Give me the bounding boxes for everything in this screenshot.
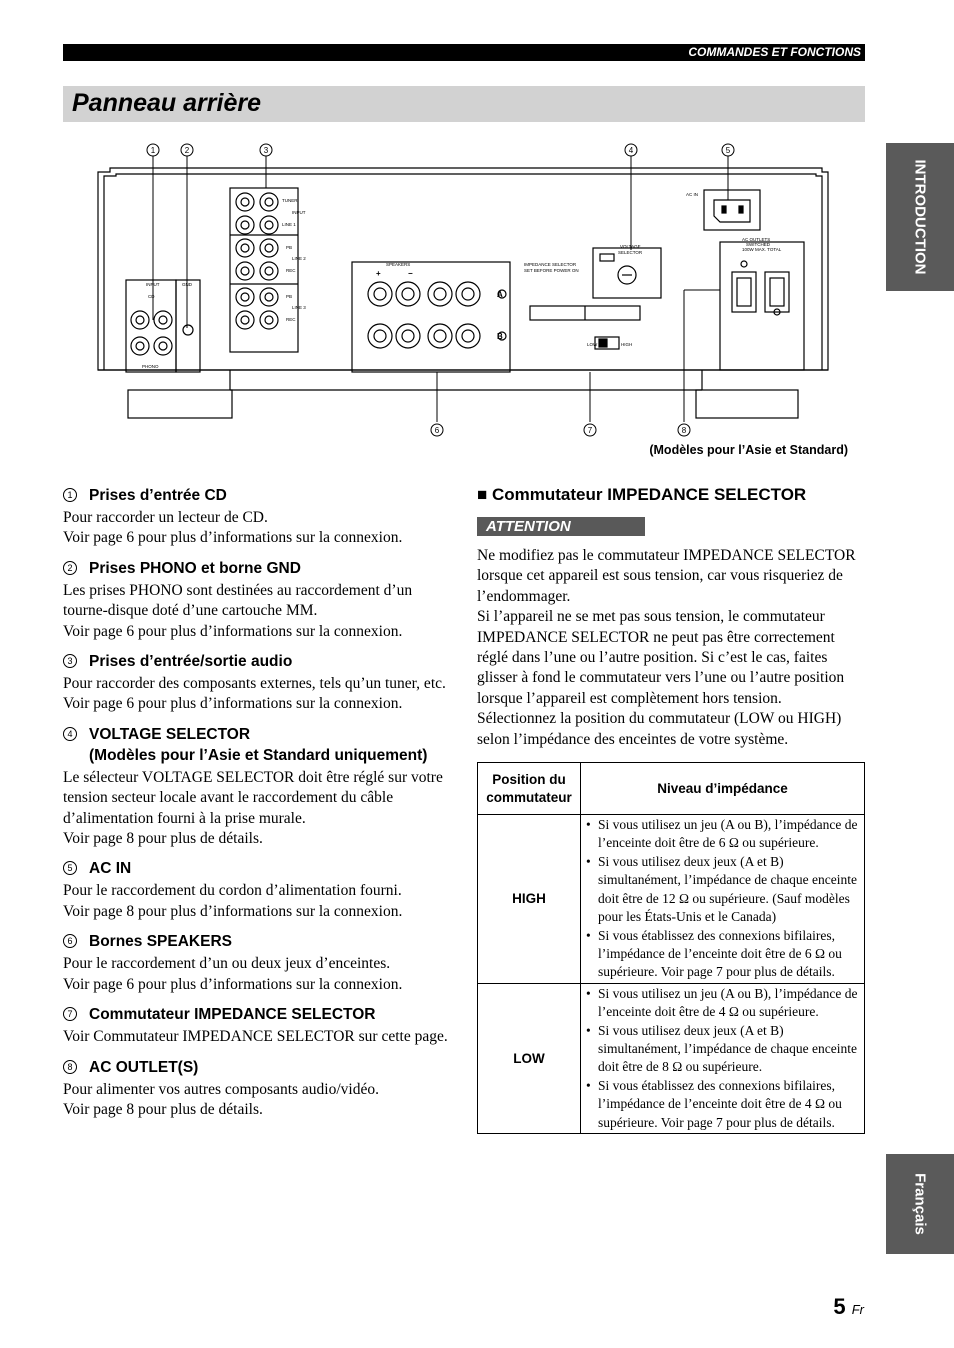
feature-title (63, 1057, 456, 1078)
feature-title (63, 485, 456, 506)
label-pb2: PB (286, 245, 293, 250)
feature-title (63, 651, 456, 672)
feature-body: Voir page 8 pour plus de détails. (63, 830, 263, 848)
label-ac-in: AC IN (686, 192, 699, 197)
side-tab-language[interactable] (886, 1154, 954, 1254)
feature-title (63, 558, 456, 579)
feature-item (63, 724, 456, 850)
label-b: B (497, 332, 503, 341)
impedance-bullet: • Si vous utilisez deux jeux (A et B) simultanément, l’impédance de chaque enceinte doit être de 12 Ω ou supérieure. (Sauf modèles pour les États-Unis et le Canada) (585, 853, 858, 927)
feature-body: Voir page 6 pour plus d’informations sur la connexion. (63, 695, 403, 713)
feature-title-text: Bornes SPEAKERS (89, 933, 232, 951)
label-selector: SELECTOR (618, 250, 643, 255)
impedance-level (581, 983, 865, 1133)
feature-title (63, 1004, 456, 1025)
label-plus: + (376, 269, 381, 278)
feature-title-text: Prises d’entrée/sortie audio (89, 653, 293, 671)
side-tab-label: INTRODUCTION (911, 159, 929, 275)
label-tuner: TUNER (282, 198, 298, 203)
diagram-caption: (Modèles pour l’Asie et Standard) (649, 443, 848, 457)
page-title: Panneau arrière (72, 89, 261, 117)
callout-4: 4 (628, 146, 634, 155)
page-number-value: 5 (833, 1294, 846, 1319)
feature-number: 4 (63, 727, 77, 741)
label-a: A (497, 290, 503, 299)
label-minus: − (408, 269, 413, 278)
feature-body: Voir Commutateur IMPEDANCE SELECTOR sur cette page. (63, 1028, 448, 1046)
feature-number: 1 (63, 488, 77, 502)
feature-body: Pour le raccordement d’un ou deux jeux d’enceintes. (63, 955, 391, 973)
label-speakers: SPEAKERS (386, 262, 411, 267)
label-imp-sel: IMPEDANCE SELECTOR (524, 262, 577, 267)
feature-body: Pour alimenter vos autres composants audio/vidéo. (63, 1080, 379, 1098)
callout-3: 3 (263, 146, 269, 155)
impedance-bullet: • Si vous établissez des connexions bifilaires, l’impédance de l’enceinte doit être de 4 Ω ou supérieure. Voir page 7 pour plus de détails. (585, 1077, 858, 1132)
section-name: COMMANDES ET FONCTIONS (688, 45, 861, 59)
table-header-position: Position du commutateur (478, 763, 581, 815)
label-low: LOW (587, 342, 598, 347)
impedance-bullet: • Si vous utilisez un jeu (A ou B), l’impédance de l’enceinte doit être de 4 Ω ou supérieure. (585, 985, 858, 1022)
side-tab-introduction[interactable] (886, 143, 954, 291)
feature-number: 8 (63, 1060, 77, 1074)
feature-title-text: AC IN (89, 860, 132, 878)
label-ac-outlets: AC OUTLETS (742, 237, 771, 242)
callout-8: 8 (681, 426, 687, 435)
feature-body: Pour raccorder un lecteur de CD. (63, 509, 268, 526)
feature-title-text: Prises d’entrée CD (89, 487, 227, 504)
feature-body: Le sélecteur VOLTAGE SELECTOR doit être réglé sur votre tension secteur locale avant le raccordement du câble d’alimentation fourni à la prise murale. (63, 768, 443, 827)
callout-6: 6 (434, 426, 440, 435)
feature-title-text: Prises PHONO et borne GND (89, 559, 301, 577)
impedance-bullet: • Si vous établissez des connexions bifilaires, l’impédance de l’enceinte doit être de 6 Ω ou supérieure. Voir page 7 pour plus de détails. (585, 927, 858, 982)
label-gnd: GND (182, 282, 192, 287)
feature-title (63, 724, 456, 766)
label-max-total: 100W MAX. TOTAL (742, 247, 782, 252)
label-rec2: REC (286, 268, 296, 273)
label-switched: SWITCHED (746, 242, 770, 247)
attention-label: ATTENTION (477, 517, 645, 536)
table-row (478, 815, 865, 984)
feature-number: 5 (63, 861, 77, 875)
callout-1: 1 (150, 146, 156, 155)
feature-title-text: VOLTAGE SELECTOR (89, 725, 251, 743)
table-header-level: Niveau d’impédance (581, 763, 865, 815)
feature-item (63, 1057, 456, 1121)
feature-item (63, 651, 456, 715)
feature-body: Pour raccorder des composants externes, tels qu’un tuner, etc. (63, 675, 446, 693)
side-tab-label: Français (911, 1173, 929, 1235)
label-input: INPUT (292, 210, 306, 215)
feature-body: Voir page 6 pour plus d’informations sur la connexion. (63, 529, 403, 547)
feature-item (63, 485, 456, 549)
label-pb3: PB (286, 294, 293, 299)
table-row (478, 983, 865, 1133)
callout-5: 5 (725, 146, 731, 155)
label-voltage: VOLTAGE (620, 244, 641, 249)
label-rec3: REC (286, 317, 296, 322)
callout-7: 7 (587, 426, 593, 435)
impedance-paragraphs (477, 546, 865, 750)
label-imp-warn: SET BEFORE POWER ON (524, 268, 579, 273)
feature-title (63, 931, 456, 952)
title-box (63, 86, 865, 122)
page-lang: Fr (851, 1302, 864, 1317)
header-bar (63, 44, 865, 61)
impedance-section (477, 485, 865, 1134)
feature-item (63, 931, 456, 995)
feature-item (63, 1004, 456, 1047)
feature-body: Voir page 8 pour plus de détails. (63, 1100, 263, 1118)
label-phono: PHONO (142, 364, 159, 369)
feature-title-sub: (Modèles pour l’Asie et Standard uniquement) (89, 746, 428, 764)
label-high: HIGH (621, 342, 633, 347)
feature-item (63, 558, 456, 642)
callout-2: 2 (184, 146, 190, 155)
label-line1: LINE 1 (282, 222, 296, 227)
feature-number: 3 (63, 654, 77, 668)
feature-item (63, 858, 456, 922)
impedance-paragraph: Sélectionnez la position du commutateur (LOW ou HIGH) selon l’impédance des enceintes de votre système. (477, 710, 842, 748)
feature-title (63, 858, 456, 879)
feature-body: Voir page 8 pour plus d’informations sur la connexion. (63, 902, 403, 920)
impedance-heading: ■ Commutateur IMPEDANCE SELECTOR (477, 485, 807, 504)
feature-body: Les prises PHONO sont destinées au raccordement d’un tourne-disque doté d’une cartouche MM. (63, 581, 413, 620)
feature-list (63, 485, 456, 1129)
feature-title-text: Commutateur IMPEDANCE SELECTOR (89, 1006, 376, 1024)
label-line3: LINE 3 (292, 305, 306, 310)
page-number (833, 1294, 864, 1320)
feature-number: 7 (63, 1007, 77, 1021)
impedance-bullet: • Si vous utilisez un jeu (A ou B), l’impédance de l’enceinte doit être de 6 Ω ou supérieure. (585, 816, 858, 853)
feature-body: Pour le raccordement du cordon d’alimentation fourni. (63, 882, 402, 900)
impedance-bullet: • Si vous utilisez deux jeux (A et B) simultanément, l’impédance de chaque enceinte doit être de 8 Ω ou supérieure. (585, 1022, 858, 1077)
switch-position: HIGH (478, 815, 581, 984)
impedance-level (581, 815, 865, 984)
rear-panel-diagram (90, 138, 850, 438)
label-input-cd: INPUT (146, 282, 160, 287)
impedance-paragraph: Ne modifiez pas le commutateur IMPEDANCE SELECTOR lorsque cet appareil est sous tension, car vous risqueriez de l’endommager. (477, 547, 856, 605)
feature-body: Voir page 6 pour plus d’informations sur la connexion. (63, 622, 403, 640)
label-line2: LINE 2 (292, 256, 306, 261)
switch-position: LOW (478, 983, 581, 1133)
impedance-table (477, 762, 865, 1134)
impedance-paragraph: Si l’appareil ne se met pas sous tension, le commutateur IMPEDANCE SELECTOR ne peut pas être correctement réglé dans l’une ou l’autre position. Si c’est le cas, faites glisser à fond le commutateur vers l’une ou l’autre position lorsque l’appareil est complètement hors tension. (477, 608, 845, 707)
feature-number: 6 (63, 934, 77, 948)
feature-body: Voir page 6 pour plus d’informations sur la connexion. (63, 975, 403, 993)
feature-number: 2 (63, 561, 77, 575)
feature-title-text: AC OUTLET(S) (89, 1058, 199, 1076)
label-cd: CD (148, 294, 155, 299)
